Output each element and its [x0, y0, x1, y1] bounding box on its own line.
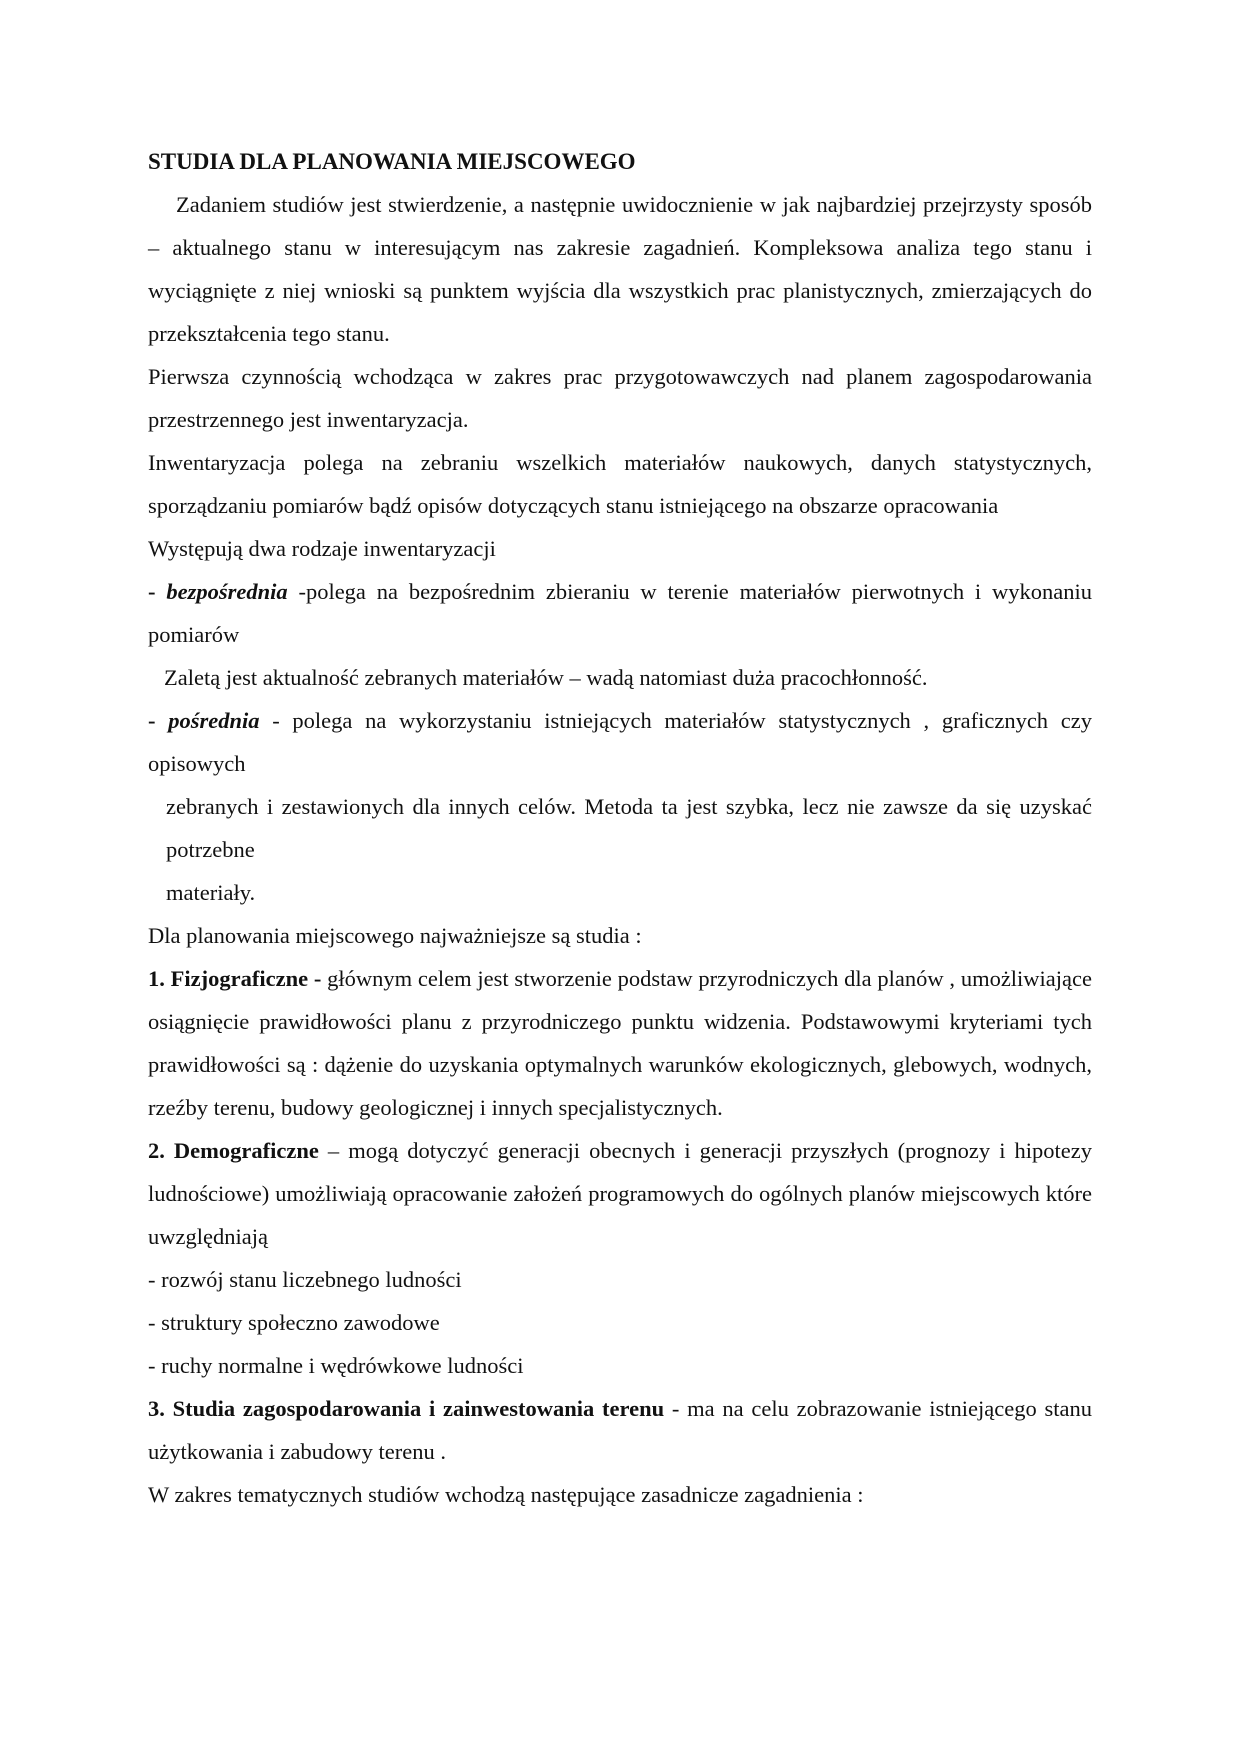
- paragraph-studies-intro: Dla planowania miejscowego najważniejsze są studia :: [148, 923, 642, 948]
- indirect-description: - polega na wykorzystaniu istniejących materiałów statystycznych , graficznych czy opisowych: [148, 708, 1092, 776]
- study-land-use: [148, 1387, 1092, 1473]
- demographic-item: - struktury społeczno zawodowe: [148, 1310, 440, 1335]
- demographic-description: – mogą dotyczyć generacji obecnych i generacji przyszłych (prognozy i hipotezy ludnościowe) umożliwiają opracowanie założeń programowych do ogólnych planów miejscowych które uwzględniają: [148, 1138, 1092, 1249]
- indirect-continuation-text: zebranych i zestawionych dla innych celów. Metoda ta jest szybka, lecz nie zawsze da się uzyskać potrzebne: [166, 794, 1092, 862]
- paragraph-thematic-scope: W zakres tematycznych studiów wchodzą następujące zasadnicze zagadnienia :: [148, 1482, 864, 1507]
- direct-note: Zaletą jest aktualność zebranych materiałów – wadą natomiast duża pracochłonność.: [164, 665, 928, 690]
- paragraph-inventory-types: Występują dwa rodzaje inwentaryzacji: [148, 536, 496, 561]
- document-title: STUDIA DLA PLANOWANIA MIEJSCOWEGO: [148, 149, 636, 174]
- indirect-continuation: [148, 785, 1092, 871]
- paragraph-inventory-first: Pierwsza czynnością wchodząca w zakres prac przygotowawczych nad planem zagospodarowania przestrzennego jest inwentaryzacja.: [148, 364, 1092, 432]
- study-physiographic: [148, 957, 1092, 1129]
- land-use-description: - ma na celu zobrazowanie istniejącego stanu użytkowania i zabudowy terenu .: [148, 1396, 1092, 1464]
- paragraph-intro: Zadaniem studiów jest stwierdzenie, a następnie uwidocznienie w jak najbardziej przejrzysty sposób – aktualnego stanu w interesującym nas zakresie zagadnień. Kompleksowa analiza tego stanu i wyciągnięte z niej wnioski są punktem wyjścia dla wszystkich prac planistycznych, zmierzających do przekształcenia tego stanu.: [148, 192, 1092, 346]
- list-dash: -: [148, 579, 167, 604]
- term-direct: bezpośrednia: [166, 579, 288, 604]
- demographic-item: - rozwój stanu liczebnego ludności: [148, 1267, 462, 1292]
- paragraph-inventory-definition: Inwentaryzacja polega na zebraniu wszelkich materiałów naukowych, danych statystycznych, sporządzaniu pomiarów bądź opisów dotyczących stanu istniejącego na obszarze opracowania: [148, 450, 1092, 518]
- indirect-continuation-end: materiały.: [166, 880, 256, 905]
- list-dash: -: [148, 708, 169, 733]
- term-demographic: 2. Demograficzne: [148, 1138, 319, 1163]
- physiographic-description: głównym celem jest stworzenie podstaw przyrodniczych dla planów , umożliwiające osiągnięcie prawidłowości planu z przyrodniczego punktu widzenia. Podstawowymi kryteriami tych prawidłowości są : dążenie do uzyskania optymalnych warunków ekologicznych, glebowych, wodnych, rzeźby terenu, budowy geologicznej i innych specjalistycznych.: [148, 966, 1093, 1120]
- term-physiographic: 1. Fizjograficzne -: [148, 966, 322, 991]
- term-land-use: 3. Studia zagospodarowania i zainwestowania terenu: [148, 1396, 665, 1421]
- document-content: [148, 140, 1092, 1516]
- study-demographic: [148, 1129, 1092, 1258]
- inventory-type-direct: [148, 570, 1092, 656]
- inventory-type-indirect: [148, 699, 1092, 785]
- direct-description: -polega na bezpośrednim zbieraniu w terenie materiałów pierwotnych i wykonaniu pomiarów: [148, 579, 1093, 647]
- term-indirect: pośrednia: [168, 708, 260, 733]
- demographic-item: - ruchy normalne i wędrówkowe ludności: [148, 1353, 524, 1378]
